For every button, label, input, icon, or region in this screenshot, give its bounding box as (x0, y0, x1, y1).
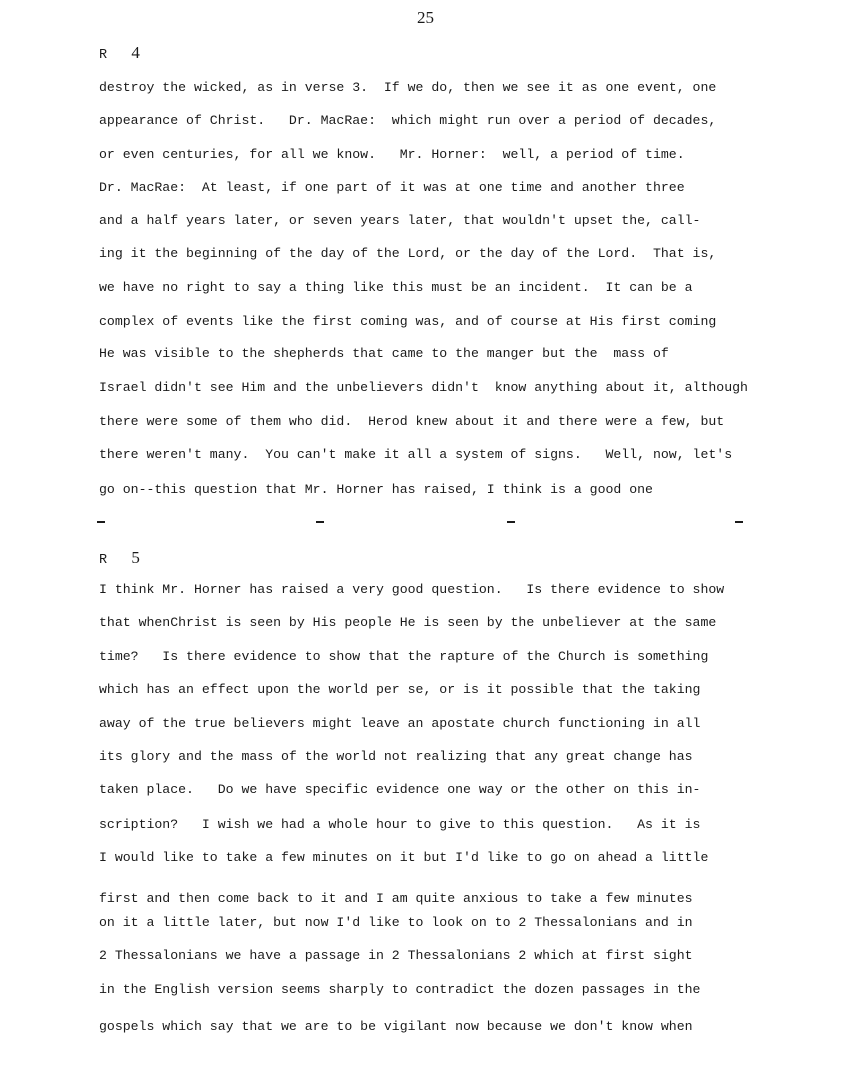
paragraph-line: that whenChrist is seen by His people He is seen by the unbeliever at the same (99, 615, 717, 630)
paragraph-line: on it a little later, but now I'd like to look on to 2 Thessalonians and in (99, 915, 693, 930)
paragraph-line: which has an effect upon the world per se, or is it possible that the taking (99, 682, 701, 697)
section-number: 4 (131, 43, 140, 62)
section-label-r4 (99, 44, 140, 65)
paragraph-line: or even centuries, for all we know. Mr. Horner: well, a period of time. (99, 147, 685, 162)
paragraph-line: time? Is there evidence to show that the rapture of the Church is something (99, 649, 709, 664)
page-number: 25 (417, 8, 434, 27)
paragraph-line: in the English version seems sharply to contradict the dozen passages in the (99, 982, 701, 997)
section-label-r5 (99, 549, 140, 570)
paragraph-line: complex of events like the first coming was, and of course at His first coming (99, 314, 717, 329)
paragraph-line: its glory and the mass of the world not realizing that any great change has (99, 749, 693, 764)
paragraph-line: away of the true believers might leave an apostate church functioning in all (99, 716, 701, 731)
section-letter: R (99, 48, 108, 63)
paragraph-line: ing it the beginning of the day of the Lord, or the day of the Lord. That is, (99, 246, 717, 261)
paragraph-line: 2 Thessalonians we have a passage in 2 Thessalonians 2 which at first sight (99, 948, 693, 963)
paragraph-line: there weren't many. You can't make it all a system of signs. Well, now, let's (99, 447, 733, 462)
paragraph-line: there were some of them who did. Herod knew about it and there were a few, but (99, 414, 725, 429)
section-number: 5 (131, 548, 140, 567)
separator-dash (735, 521, 743, 523)
paragraph-line: appearance of Christ. Dr. MacRae: which might run over a period of decades, (99, 113, 717, 128)
section-letter: R (99, 553, 108, 568)
paragraph-line: destroy the wicked, as in verse 3. If we do, then we see it as one event, one (99, 80, 717, 95)
paragraph-line: gospels which say that we are to be vigilant now because we don't know when (99, 1019, 693, 1034)
paragraph-line: I would like to take a few minutes on it but I'd like to go on ahead a little (99, 850, 709, 865)
paragraph-line: first and then come back to it and I am quite anxious to take a few minutes (99, 891, 693, 906)
paragraph-line: and a half years later, or seven years later, that wouldn't upset the, call- (99, 213, 701, 228)
paragraph-line: go on--this question that Mr. Horner has raised, I think is a good one (99, 482, 653, 497)
separator-dash (97, 521, 105, 523)
paragraph-line: we have no right to say a thing like this must be an incident. It can be a (99, 280, 693, 295)
paragraph-line: I think Mr. Horner has raised a very good question. Is there evidence to show (99, 582, 725, 597)
separator-dash (507, 521, 515, 523)
paragraph-line: taken place. Do we have specific evidence one way or the other on this in- (99, 782, 701, 797)
paragraph-line: Dr. MacRae: At least, if one part of it was at one time and another three (99, 180, 685, 195)
paragraph-line: Israel didn't see Him and the unbelievers didn't know anything about it, although (99, 380, 748, 395)
separator-dash (316, 521, 324, 523)
paragraph-line: scription? I wish we had a whole hour to give to this question. As it is (99, 817, 701, 832)
paragraph-line: He was visible to the shepherds that came to the manger but the mass of (99, 346, 669, 361)
